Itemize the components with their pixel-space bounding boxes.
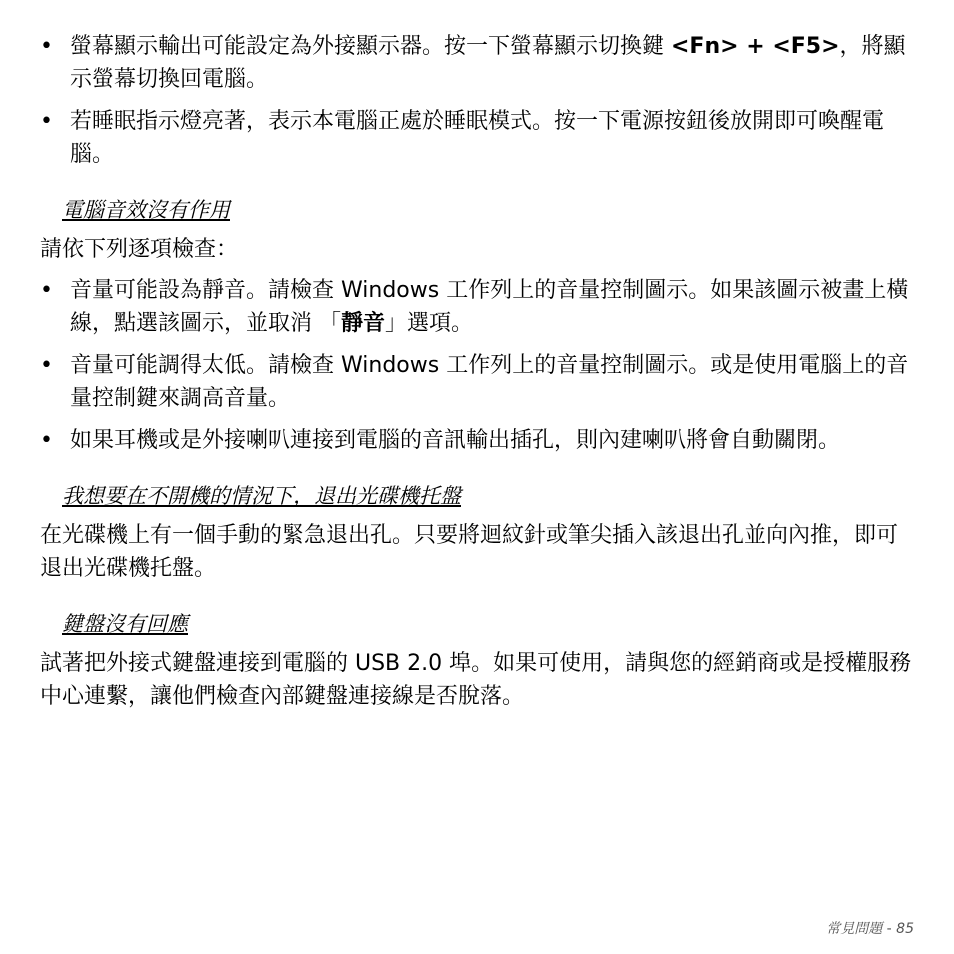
keyboard-text: 試著把外接式鍵盤連接到電腦的 USB 2.0 埠。如果可使用，請與您的經銷商或是授權服務中心連繫，讓他們檢查內部鍵盤連接線是否脫落。 <box>40 651 912 709</box>
bullet-text: 螢幕顯示輸出可能設定為外接顯示器。按一下螢幕顯示切換鍵 <box>70 34 671 59</box>
intro-check-list: 請依下列逐項檢查： <box>40 237 239 262</box>
bullet-display-output <box>40 30 914 96</box>
bullet-text: 若睡眠指示燈亮著，表示本電腦正處於睡眠模式。按一下電源按鈕後放開即可喚醒電腦。 <box>70 109 885 167</box>
key-fn: <Fn> <box>671 34 739 59</box>
bullet-text: 音量可能設為靜音。請檢查 Windows 工作列上的音量控制圖示。如果該圖示被畫上橫線，點選該圖示，並取消 「 <box>70 278 909 336</box>
footer-separator: - <box>882 921 897 937</box>
bullet-external-speakers <box>40 424 914 457</box>
bullet-text: 音量可能調得太低。請檢查 Windows 工作列上的音量控制圖示。或是使用電腦上的音量控制鍵來調高音量。 <box>70 353 909 411</box>
bullet-text: 如果耳機或是外接喇叭連接到電腦的音訊輸出插孔，則內建喇叭將會自動關閉。 <box>70 428 841 453</box>
heading-no-sound: 電腦音效沒有作用 <box>62 198 230 222</box>
bullet-dot: • <box>40 353 53 378</box>
document-page <box>40 30 914 721</box>
key-f5: <F5> <box>772 34 840 59</box>
bullet-text-end: 」選項。 <box>385 311 474 336</box>
page-footer <box>826 918 914 938</box>
bullet-text-end: ，將顯示螢幕切換回電腦。 <box>70 34 906 92</box>
bullet-volume-low <box>40 349 914 415</box>
heading-keyboard: 鍵盤沒有回應 <box>62 612 188 636</box>
footer-section: 常見問題 <box>826 921 883 937</box>
bullet-sleep-indicator <box>40 105 914 171</box>
plus-sign: + <box>738 34 773 59</box>
mute-label: 靜音 <box>341 311 386 336</box>
bullet-dot: • <box>40 34 53 59</box>
bullet-dot: • <box>40 428 53 453</box>
bullet-dot: • <box>40 278 53 303</box>
eject-tray-text: 在光碟機上有一個手動的緊急退出孔。只要將迴紋針或筆尖插入該退出孔並向內推，即可退出光碟機托盤。 <box>40 523 899 581</box>
bullet-muted <box>40 274 914 340</box>
page-number: 85 <box>896 921 914 937</box>
heading-eject-tray: 我想要在不開機的情況下，退出光碟機托盤 <box>62 484 461 508</box>
bullet-dot: • <box>40 109 53 134</box>
